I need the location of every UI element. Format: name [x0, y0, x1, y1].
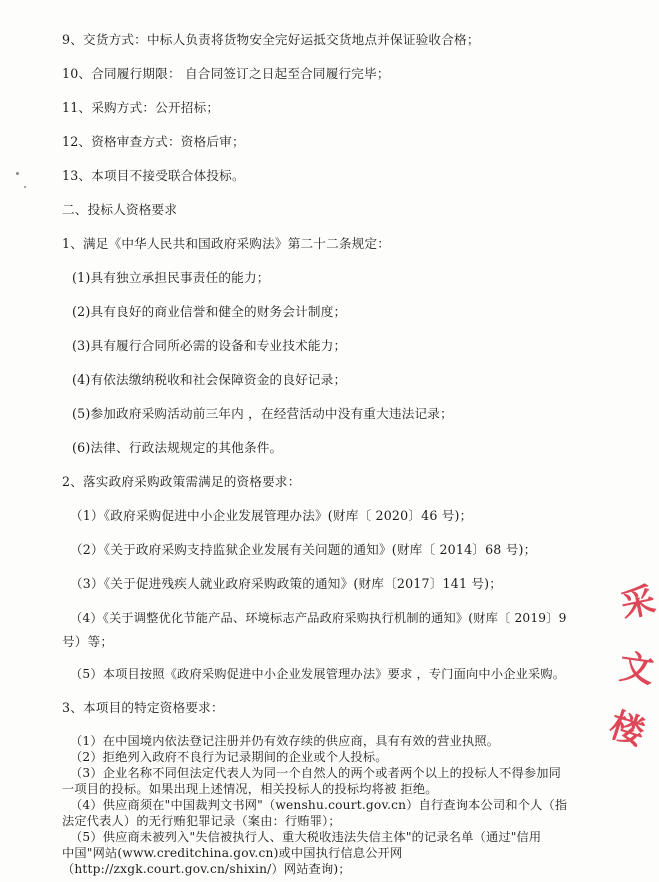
- scan-speck: [24, 186, 26, 188]
- text-line-policy-4-cont: 号）等；: [62, 634, 114, 649]
- text-line-specific-4-cont: 法定代表人）的无行贿犯罪记录（案由：行贿罪）；: [62, 814, 341, 828]
- seal-fragment-3: 楼: [604, 705, 650, 754]
- text-line-item-4: (4)有依法缴纳税收和社会保障资金的良好记录；: [72, 372, 347, 387]
- text-line-policy-4: （4）《关于调整优化节能产品、环境标志产品政府采购执行机制的通知》(财库〔 2019〕9: [70, 611, 567, 625]
- text-line-specific-3: （3）企业名称不同但法定代表人为同一个自然人的两个或者两个以上的投标人不得参加同: [70, 766, 562, 780]
- section-heading-bidder-qualifications: 二、投标人资格要求: [62, 202, 178, 217]
- text-line-11-procurement-method: 11、采购方式：公开招标；: [62, 100, 220, 115]
- text-line-policy-3: （3）《关于促进残疾人就业政府采购政策的通知》(财库〔2017〕141 号)；: [70, 576, 503, 591]
- text-line-13-no-consortium: 13、本项目不接受联合体投标。: [62, 168, 245, 183]
- text-line-item-2: (2)具有良好的商业信誉和健全的财务会计制度；: [72, 304, 347, 319]
- text-line-item-1: (1)具有独立承担民事责任的能力；: [72, 270, 270, 285]
- text-line-policy-2: （2）《关于政府采购支持监狱企业发展有关问题的通知》(财库〔 2014〕68 号)；: [70, 542, 537, 557]
- text-line-10-contract-period: 10、合同履行期限： 自合同签订之日起至合同履行完毕；: [62, 66, 390, 81]
- text-line-requirement-3: 3、本项目的特定资格要求：: [62, 700, 224, 715]
- text-line-12-qualification-review: 12、资格审查方式：资格后审；: [62, 134, 245, 149]
- text-line-specific-1: （1）在中国境内依法登记注册并仍有效存续的供应商，具有有效的营业执照。: [70, 734, 500, 748]
- text-line-requirement-1: 1、满足《中华人民共和国政府采购法》第二十二条规定：: [62, 236, 391, 251]
- scan-speck: [16, 172, 19, 175]
- seal-fragment-1: 采: [617, 579, 659, 627]
- text-line-item-5: (5)参加政府采购活动前三年内 ，在经营活动中没有重大违法记录；: [72, 406, 453, 421]
- text-line-requirement-2: 2、落实政府采购政策需满足的资格要求：: [62, 474, 301, 489]
- text-line-specific-5-cont: 中国"网站(www.creditchina.gov.cn)或中国执行信息公开网: [62, 846, 403, 860]
- text-line-specific-5-url: （http://zxgk.court.gov.cn/shixin/）网站查询)；: [62, 862, 351, 876]
- text-line-item-3: (3)具有履行合同所必需的设备和专业技术能力；: [72, 338, 347, 353]
- text-line-policy-5: （5）本项目按照《政府采购促进中小企业发展管理办法》要求 ，专门面向中小企业采购。: [70, 667, 566, 681]
- text-line-specific-4: （4）供应商须在"中国裁判文书网"（wenshu.court.gov.cn）自行查询本公司和个人（指: [70, 798, 568, 812]
- text-line-9-delivery-method: 9、交货方式：中标人负责将货物安全完好运抵交货地点并保证验收合格；: [62, 32, 480, 47]
- text-line-specific-2: （2）拒绝列入政府不良行为记录期间的企业或个人投标。: [70, 750, 388, 764]
- text-line-specific-3-cont: 一项目的投标。如果出现上述情况，相关投标人的投标均将被 拒绝。: [62, 782, 438, 796]
- text-line-policy-1: （1）《政府采购促进中小企业发展管理办法》(财库〔 2020〕46 号)；: [70, 508, 473, 523]
- text-line-item-6: (6)法律、行政法规规定的其他条件。: [72, 440, 283, 455]
- seal-fragment-2: 文: [616, 647, 657, 692]
- text-line-specific-5: （5）供应商未被列入"失信被执行人、重大税收违法失信主体"的记录名单（通过"信用: [70, 830, 542, 844]
